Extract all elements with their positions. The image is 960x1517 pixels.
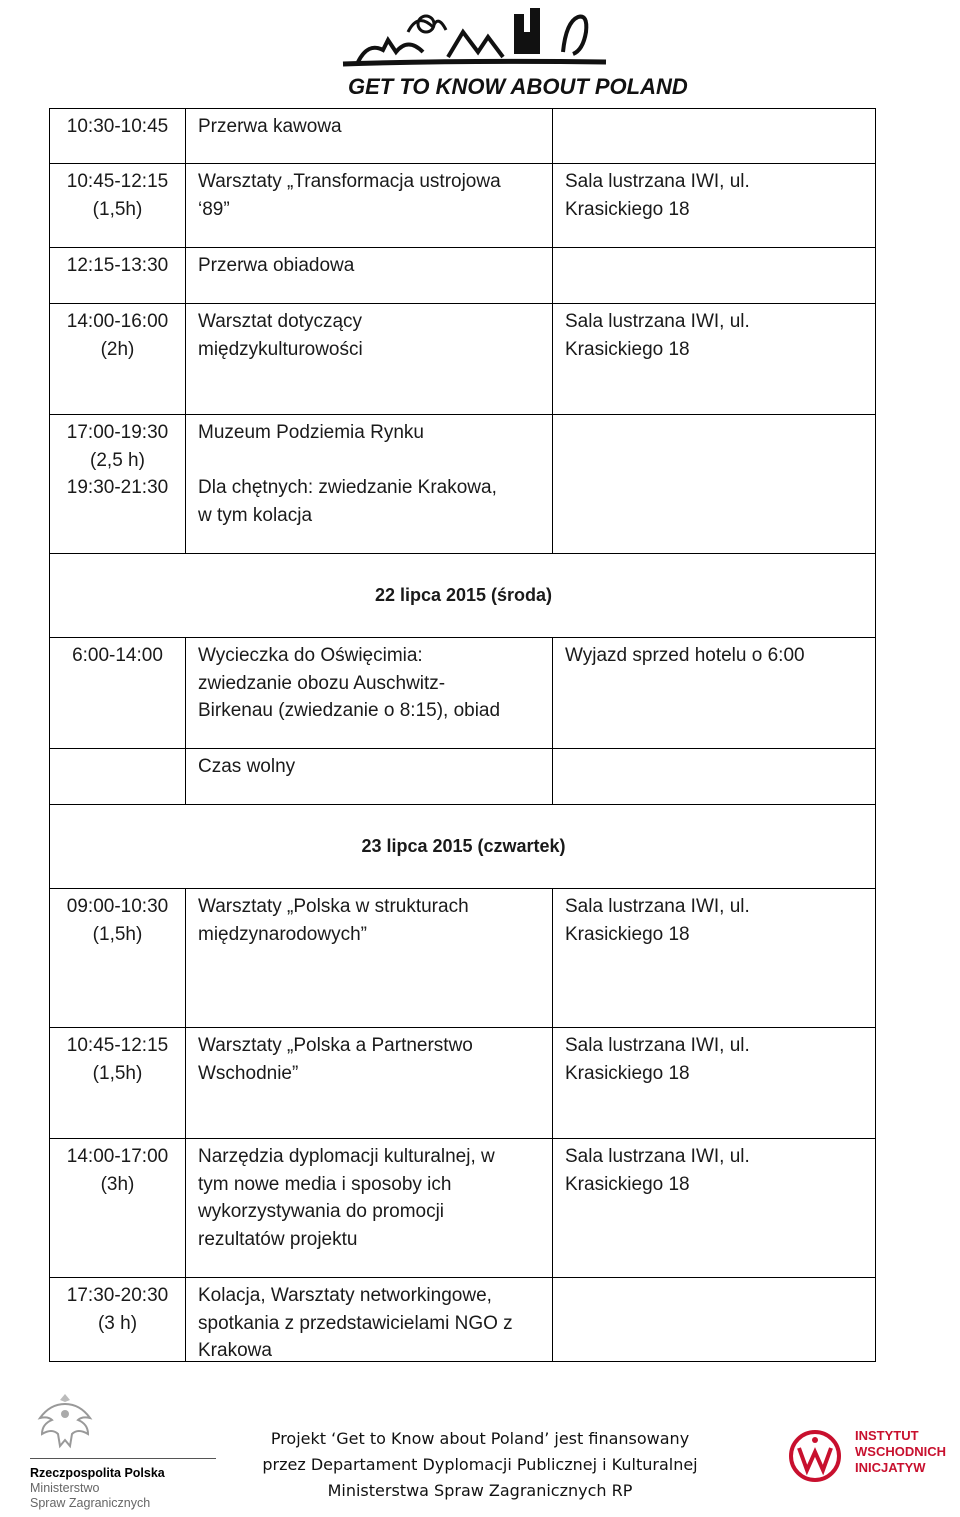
time-cell-line: 19:30-21:30	[66, 477, 169, 498]
event-cell	[186, 415, 553, 553]
place-cell	[553, 749, 875, 804]
event-cell-line: Przerwa obiadowa	[198, 255, 355, 276]
place-cell-line: Sala lustrzana IWI, ul.	[565, 1146, 750, 1167]
iwi-emblem-icon	[785, 1426, 845, 1486]
time-cell	[50, 749, 186, 804]
time-cell-line: (1,5h)	[92, 198, 143, 220]
event-cell-line: Krakowa	[198, 1340, 272, 1361]
funding-line-3: Ministerstwa Spraw Zagranicznych RP	[327, 1481, 633, 1500]
time-cell	[50, 109, 186, 163]
place-cell-line: Sala lustrzana IWI, ul.	[565, 171, 750, 192]
schedule-row	[49, 248, 876, 304]
time-cell-line: 17:00-19:30	[66, 422, 169, 443]
get-to-know-about-poland-logo	[338, 2, 688, 102]
place-cell	[553, 109, 875, 163]
event-cell-line: międzynarodowych”	[198, 923, 367, 945]
schedule-row	[49, 749, 876, 805]
event-cell-line: zwiedzanie obozu Auschwitz-	[198, 672, 446, 694]
place-cell-line: Wyjazd sprzed hotelu o 6:00	[565, 645, 805, 666]
event-cell-line: w tym kolacja	[198, 504, 313, 526]
time-cell-line: (1,5h)	[92, 923, 143, 945]
event-cell-line: Birkenau (zwiedzanie o 8:15), obiad	[198, 700, 501, 721]
event-cell-line: Warsztaty „Polska a Partnerstwo	[198, 1035, 473, 1056]
mfa-divider	[30, 1458, 216, 1459]
mfa-logo	[22, 1390, 202, 1510]
place-cell-line: Sala lustrzana IWI, ul.	[565, 311, 750, 332]
time-cell-line: 10:45-12:15	[66, 1035, 169, 1056]
day-heading-row	[49, 554, 876, 638]
schedule-row	[49, 164, 876, 248]
event-cell	[186, 1278, 553, 1361]
schedule-row	[49, 889, 876, 1028]
day-heading-row	[49, 805, 876, 889]
schedule-row	[49, 108, 876, 164]
event-cell-line: tym nowe media i sposoby ich	[198, 1173, 452, 1195]
time-cell-line: (3 h)	[97, 1312, 138, 1334]
place-cell-line: Krasickiego 18	[565, 1062, 690, 1084]
time-cell-line: 10:30-10:45	[66, 116, 169, 137]
time-cell-line: 17:30-20:30	[66, 1285, 169, 1306]
iwi-line-2: WSCHODNICH	[855, 1444, 946, 1459]
time-cell	[50, 248, 186, 303]
day-heading: 23 lipca 2015 (czwartek)	[361, 836, 566, 856]
place-cell-line: Sala lustrzana IWI, ul.	[565, 896, 750, 917]
time-cell	[50, 1028, 186, 1138]
iwi-text	[855, 1428, 946, 1476]
schedule-row	[49, 1028, 876, 1139]
event-cell	[186, 638, 553, 748]
event-cell-line: spotkania z przedstawicielami NGO z	[198, 1312, 513, 1334]
time-cell-line: 10:45-12:15	[66, 171, 169, 192]
time-cell-line: (2h)	[100, 338, 135, 360]
event-cell	[186, 749, 553, 804]
time-cell	[50, 889, 186, 1027]
schedule-row	[49, 1278, 876, 1362]
time-cell-line: (1,5h)	[92, 1062, 143, 1084]
schedule-table	[49, 108, 876, 1362]
event-cell	[186, 304, 553, 414]
event-cell-line: Dla chętnych: zwiedzanie Krakowa,	[198, 477, 497, 498]
mfa-country: Rzeczpospolita Polska	[30, 1466, 165, 1480]
schedule-row	[49, 415, 876, 554]
mfa-text	[30, 1466, 165, 1511]
time-cell-line: 12:15-13:30	[66, 255, 169, 276]
place-cell-line: Sala lustrzana IWI, ul.	[565, 1035, 750, 1056]
time-cell	[50, 1139, 186, 1277]
place-cell	[553, 1278, 875, 1361]
place-cell-line: Krasickiego 18	[565, 338, 690, 360]
event-cell-line: Warsztaty „Polska w strukturach	[198, 896, 469, 917]
eagle-emblem-icon	[30, 1390, 100, 1450]
place-cell	[553, 248, 875, 303]
event-cell-line: międzykulturowości	[198, 338, 363, 360]
place-cell	[553, 889, 875, 1027]
event-cell-line: Kolacja, Warsztaty networkingowe,	[198, 1285, 492, 1306]
event-cell	[186, 1139, 553, 1277]
time-cell	[50, 164, 186, 247]
place-cell	[553, 415, 875, 553]
time-cell	[50, 304, 186, 414]
mfa-name-1: Ministerstwo	[30, 1481, 100, 1495]
funding-note	[230, 1426, 730, 1504]
event-cell	[186, 109, 553, 163]
time-cell	[50, 415, 186, 553]
funding-line-2: przez Departament Dyplomacji Publicznej i Kulturalnej	[262, 1455, 698, 1474]
event-cell	[186, 889, 553, 1027]
logo-graphic	[338, 2, 688, 102]
iwi-line-3: INICJATYW	[855, 1460, 926, 1475]
time-cell-line: 14:00-17:00	[66, 1146, 169, 1167]
place-cell-line: Krasickiego 18	[565, 1173, 690, 1195]
schedule-row	[49, 304, 876, 415]
time-cell-line: 09:00-10:30	[66, 896, 169, 917]
event-cell-line: Warsztat dotyczący	[198, 311, 363, 332]
funding-line-1: Projekt ‘Get to Know about Poland’ jest finansowany	[270, 1429, 690, 1448]
time-cell-line: (2,5 h)	[90, 449, 145, 471]
event-cell-line: Wycieczka do Oświęcimia:	[198, 645, 423, 666]
place-cell	[553, 1139, 875, 1277]
place-cell-line: Krasickiego 18	[565, 198, 690, 220]
place-cell	[553, 638, 875, 748]
event-cell	[186, 248, 553, 303]
time-cell-line: (3h)	[100, 1173, 135, 1195]
logo-text: GET TO KNOW ABOUT POLAND	[348, 74, 688, 99]
event-cell-line	[198, 447, 542, 475]
event-cell-line: Warsztaty „Transformacja ustrojowa	[198, 171, 501, 192]
time-cell-line: 6:00-14:00	[72, 645, 163, 666]
place-cell	[553, 164, 875, 247]
time-cell	[50, 638, 186, 748]
schedule-row	[49, 1139, 876, 1278]
time-cell	[50, 1278, 186, 1361]
schedule-row	[49, 638, 876, 749]
event-cell-line: wykorzystywania do promocji	[198, 1201, 445, 1222]
iwi-logo	[785, 1418, 960, 1488]
event-cell-line: Muzeum Podziemia Rynku	[198, 422, 424, 443]
event-cell-line: rezultatów projektu	[198, 1228, 358, 1250]
place-cell	[553, 1028, 875, 1138]
event-cell-line: Narzędzia dyplomacji kulturalnej, w	[198, 1146, 495, 1167]
event-cell-line: ‘89”	[198, 198, 230, 220]
iwi-line-1: INSTYTUT	[855, 1428, 919, 1443]
mfa-name-2: Spraw Zagranicznych	[30, 1496, 151, 1510]
event-cell-line: Czas wolny	[198, 756, 296, 777]
event-cell	[186, 1028, 553, 1138]
place-cell	[553, 304, 875, 414]
place-cell-line: Krasickiego 18	[565, 923, 690, 945]
time-cell-line: 14:00-16:00	[66, 311, 169, 332]
event-cell	[186, 164, 553, 247]
day-heading: 22 lipca 2015 (środa)	[374, 585, 553, 605]
event-cell-line: Wschodnie”	[198, 1062, 299, 1084]
event-cell-line: Przerwa kawowa	[198, 116, 342, 137]
